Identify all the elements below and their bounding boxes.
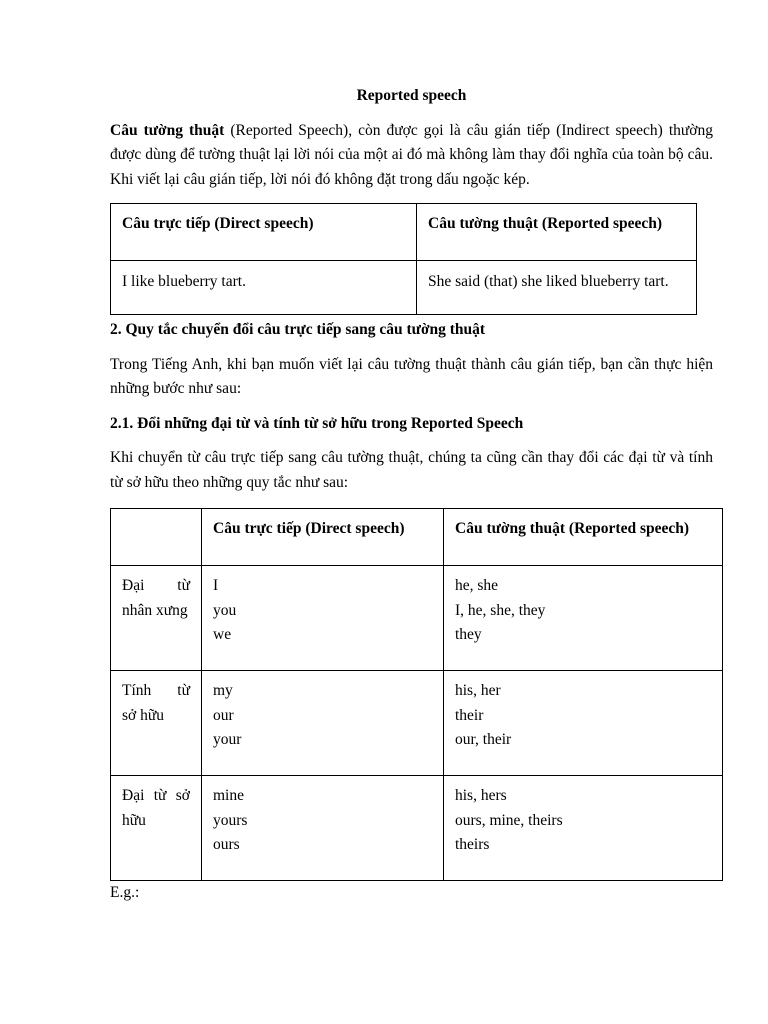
direct-values: my our your [202,671,444,776]
document-page [110,84,713,906]
example-table [110,203,697,315]
table-row-personal-pronoun [111,566,723,671]
section-2-heading: 2. Quy tắc chuyển đổi câu trực tiếp sang câu tường thuật [110,321,486,338]
section-2-paragraph: Trong Tiếng Anh, khi bạn muốn viết lại câu tường thuật thành câu gián tiếp, bạn cần thực hiện những bước như sau: [110,355,713,397]
section-2-1-paragraph: Khi chuyển từ câu trực tiếp sang câu tường thuật, chúng ta cũng cần thay đổi các đại từ và tính từ sở hữu theo những quy tắc như sau: [110,449,713,491]
header-direct-speech: Câu trực tiếp (Direct speech) [202,509,444,566]
table-row-possessive-pronoun [111,776,723,881]
pronoun-table [110,508,723,881]
direct-values: I you we [202,566,444,671]
reported-example: She said (that) she liked blueberry tart. [417,261,697,315]
reported-values: he, she I, he, she, they they [444,566,723,671]
section-2-1-heading: 2.1. Đổi những đại từ và tính từ sở hữu trong Reported Speech [110,414,524,432]
reported-values: his, her their our, their [444,671,723,776]
row-label: Đại từ sở hữu [111,776,202,881]
header-direct-speech: Câu trực tiếp (Direct speech) [111,204,417,261]
direct-example: I like blueberry tart. [111,261,417,315]
direct-values: mine yours ours [202,776,444,881]
header-reported-speech: Câu tường thuật (Reported speech) [444,509,723,566]
intro-paragraph [110,119,713,193]
header-reported-speech: Câu tường thuật (Reported speech) [417,204,697,261]
example-label: E.g.: [110,884,140,901]
intro-bold-term: Câu tường thuật [110,121,225,139]
row-label: Đại từ nhân xưng [111,566,202,671]
table-row-possessive-adjective [111,671,723,776]
row-label: Tính từ sở hữu [111,671,202,776]
document-title: Reported speech [356,87,467,104]
table-row [111,261,697,315]
reported-values: his, hers ours, mine, theirs theirs [444,776,723,881]
table-header-row [111,509,723,566]
header-empty [111,509,202,566]
intro-text: (Reported Speech), còn được gọi là câu gián tiếp (Indirect speech) thường được dùng để tường thuật lại lời nói của một ai đó mà không làm thay đổi nghĩa của toàn bộ câu. Khi viết lại câu gián tiếp, lời nói đó không đặt trong dấu ngoặc kép. [110,121,714,188]
table-header-row [111,204,697,261]
